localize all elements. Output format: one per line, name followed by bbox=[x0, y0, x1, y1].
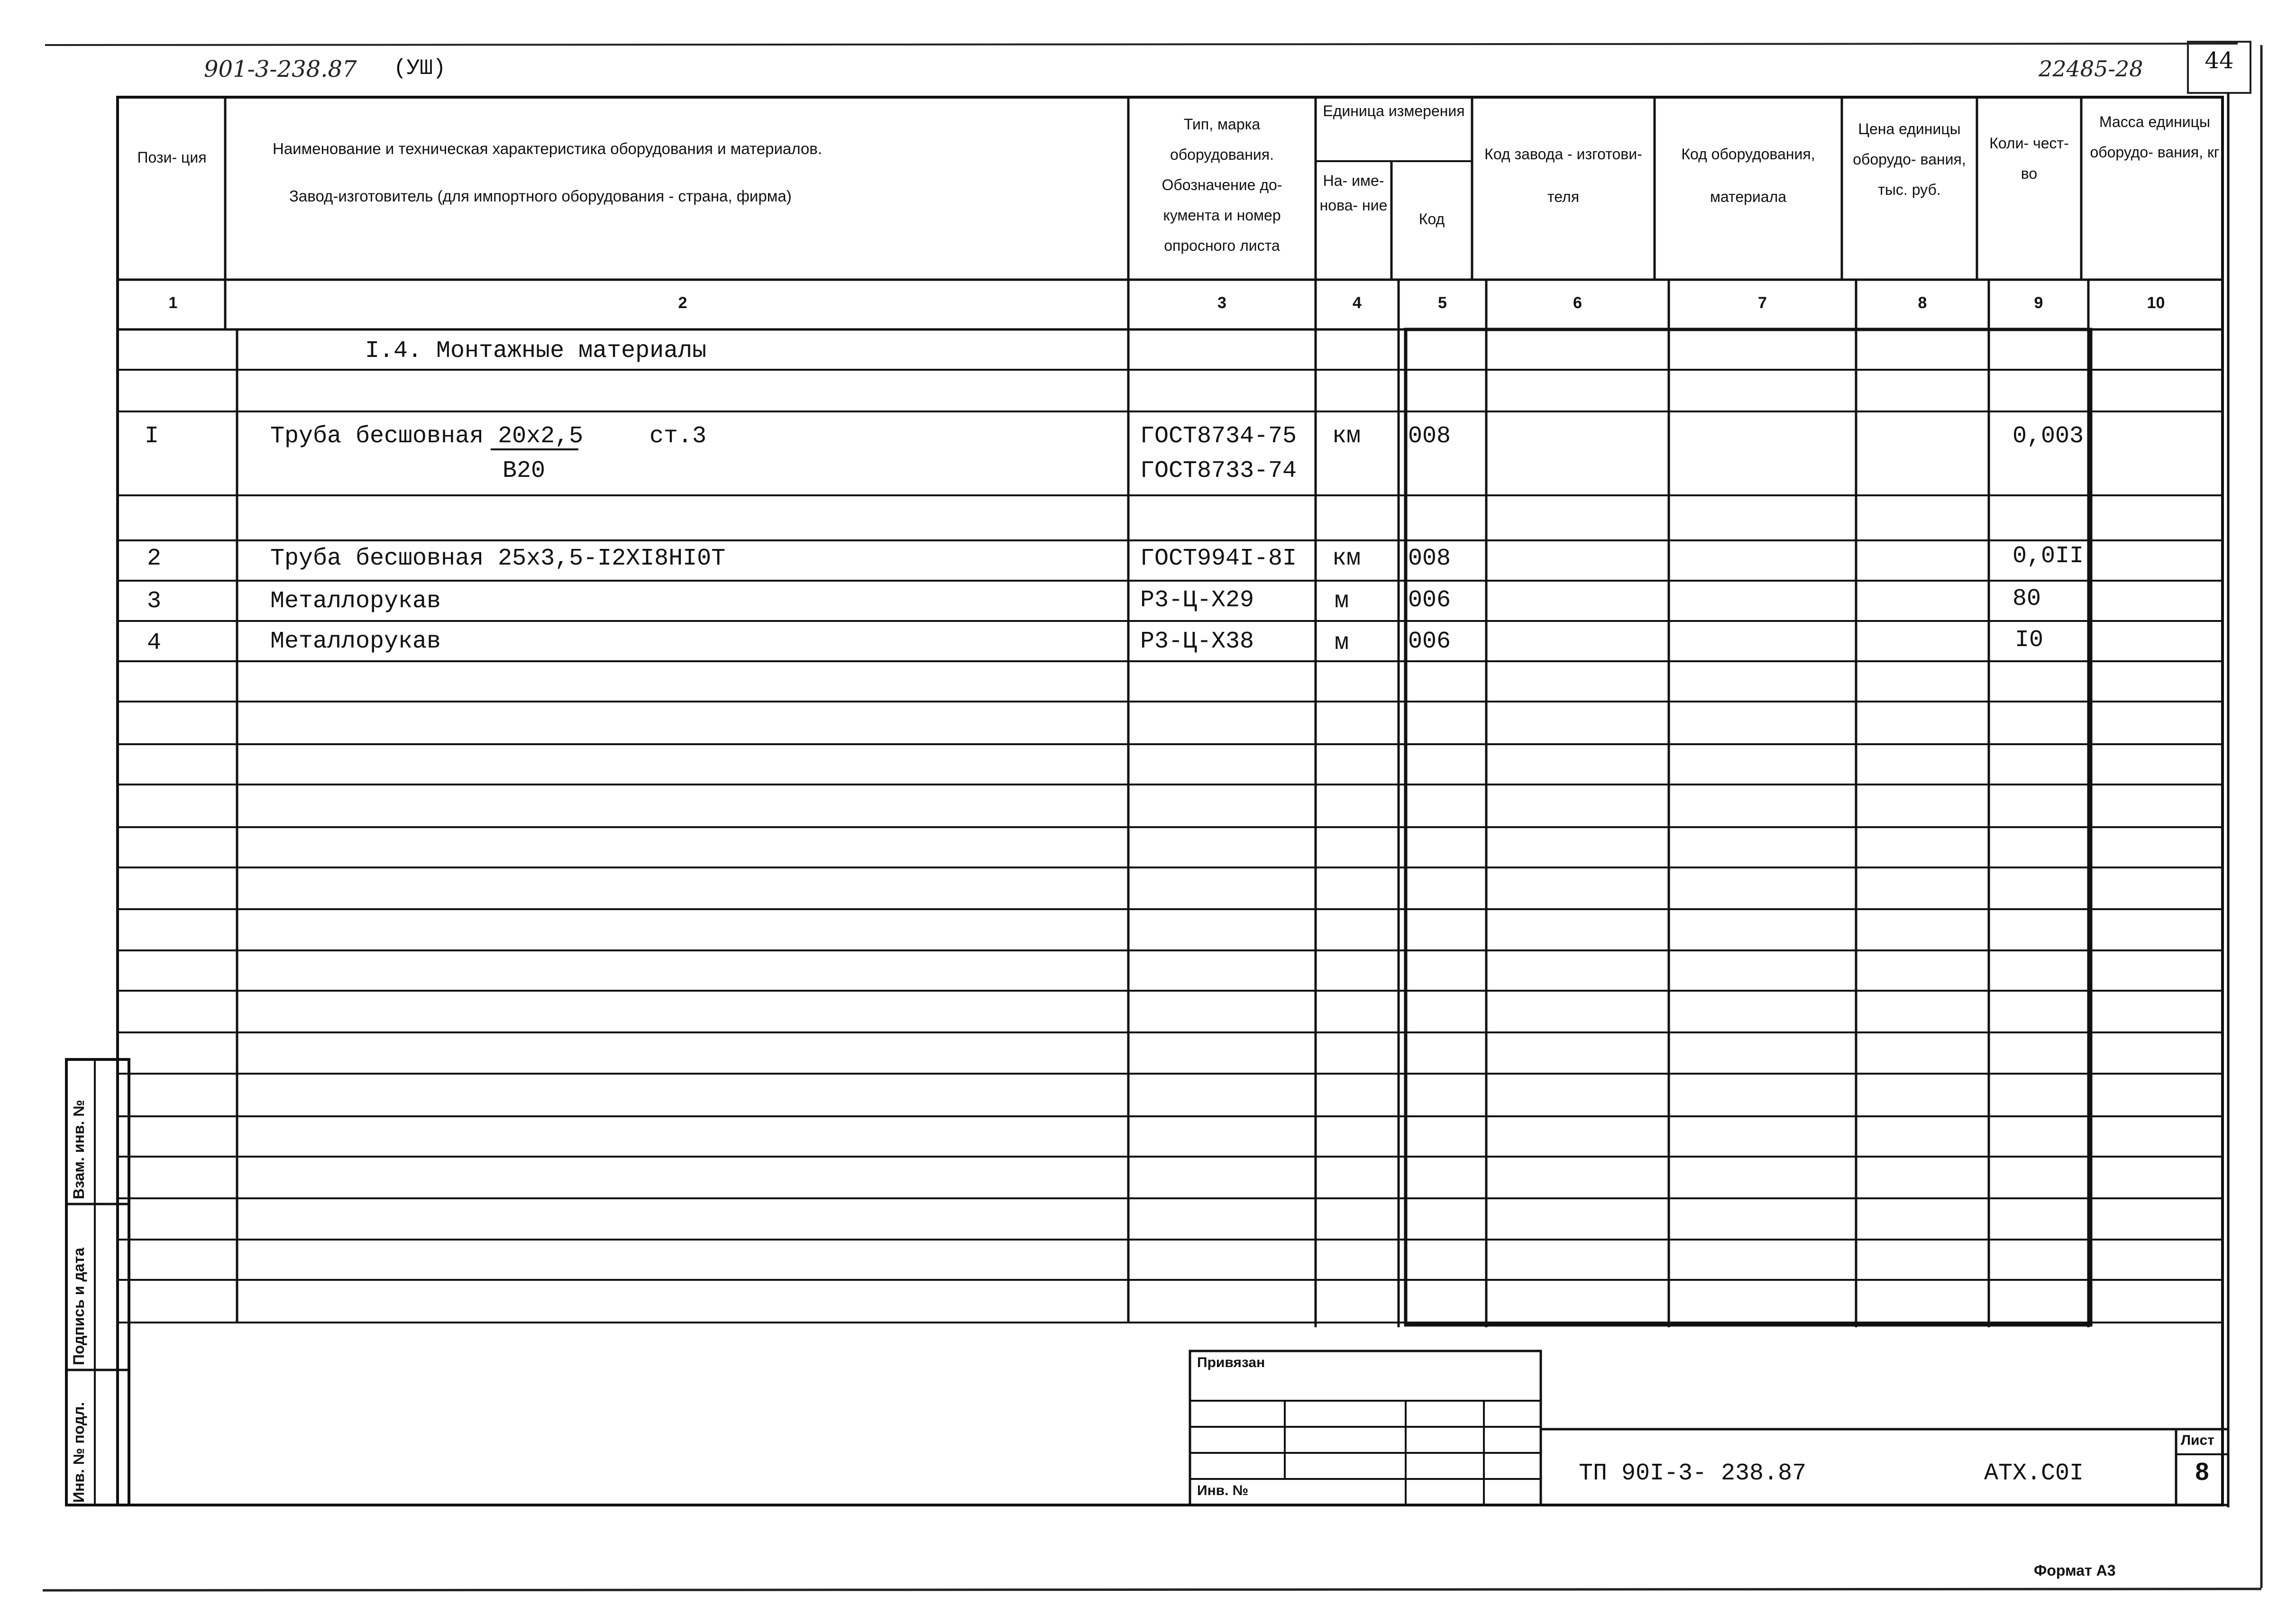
header-price: Цена единицы оборудо- вания, тыс. руб. bbox=[1853, 120, 1966, 198]
header-unit-code: Код bbox=[1418, 210, 1445, 228]
row-unit-code: 008 bbox=[1408, 545, 1451, 572]
stamp-signature-date: Подпись и дата bbox=[70, 1248, 87, 1365]
col-num-6: 6 bbox=[1573, 294, 1582, 312]
row-document: ГОСТ8734-75 bbox=[1140, 423, 1297, 450]
col-num-9: 9 bbox=[2034, 294, 2043, 312]
page-number: 44 bbox=[2205, 47, 2234, 74]
row-unit-code: 008 bbox=[1408, 423, 1451, 450]
col-num-7: 7 bbox=[1758, 294, 1767, 312]
row-unit: м bbox=[1335, 588, 1349, 615]
header-name-line1: Наименование и техническая характеристика оборудования и материалов. bbox=[273, 140, 822, 157]
designation: ТП 90I-3- 238.87 bbox=[1579, 1460, 1807, 1487]
header-mass: Масса единицы оборудо- вания, кг bbox=[2090, 113, 2220, 161]
header-position: Пози- ция bbox=[137, 149, 207, 166]
inv-no-label: Инв. № bbox=[1197, 1483, 1249, 1498]
header-name-line2: Завод-изготовитель (для импортного оборудования - страна, фирма) bbox=[289, 187, 792, 205]
row-name: Металлорукав bbox=[270, 628, 441, 655]
row-quantity: 0,0II bbox=[2012, 543, 2084, 570]
drawing-code: АТХ.С0I bbox=[1984, 1460, 2084, 1487]
row-position: 3 bbox=[147, 588, 162, 615]
col-num-5: 5 bbox=[1438, 294, 1447, 312]
header-equipment-code: Код оборудования, материала bbox=[1681, 146, 1815, 205]
header-type: Тип, марка оборудования. Обозначение до- кумента и номер опросного листа bbox=[1162, 116, 1282, 254]
section-title: I.4. Монтажные материалы bbox=[365, 338, 707, 365]
row-unit: км bbox=[1332, 423, 1361, 450]
row-unit-code: 006 bbox=[1408, 628, 1451, 655]
row-name-suffix: ст.3 bbox=[649, 423, 707, 450]
sheet-number: 8 bbox=[2195, 1458, 2209, 1486]
row-document: ГОСТ994I-8I bbox=[1140, 545, 1297, 572]
format-label: Формат А3 bbox=[2034, 1562, 2116, 1579]
row-unit-code: 006 bbox=[1408, 587, 1451, 614]
stamp-original-inv: Инв. № подл. bbox=[70, 1402, 87, 1503]
header-maker-code: Код завода - изготови- теля bbox=[1484, 146, 1642, 205]
row-quantity: 80 bbox=[2012, 585, 2041, 612]
header-quantity: Коли- чест- во bbox=[1989, 135, 2069, 182]
header-unit-name: На- име- нова- ние bbox=[1319, 172, 1388, 214]
row-quantity: 0,003 bbox=[2012, 423, 2084, 450]
row-unit: км bbox=[1332, 545, 1361, 572]
row-name: Металлорукав bbox=[270, 588, 441, 615]
row-name: В20 bbox=[503, 457, 546, 484]
row-document: Р3-Ц-Х29 bbox=[1140, 587, 1254, 614]
row-position: I bbox=[145, 423, 159, 450]
row-document: Р3-Ц-Х38 bbox=[1140, 628, 1254, 655]
stamp-replace-inv: Взам. инв. № bbox=[70, 1100, 87, 1199]
doc-code-suffix: (УШ) bbox=[393, 56, 446, 81]
header-unit: Единица измерения bbox=[1323, 102, 1465, 119]
row-name: Труба бесшовная 20х2,5 bbox=[270, 423, 584, 450]
row-position: 4 bbox=[147, 630, 162, 657]
row-quantity: I0 bbox=[2015, 627, 2044, 654]
row-unit: м bbox=[1335, 630, 1349, 657]
ref-number-handwritten: 22485-28 bbox=[2039, 56, 2143, 82]
sheet-label: Лист bbox=[2181, 1432, 2214, 1448]
row-document: ГОСТ8733-74 bbox=[1140, 457, 1297, 484]
col-num-4: 4 bbox=[1353, 294, 1362, 312]
doc-code-handwritten: 901-3-238.87 bbox=[204, 56, 357, 82]
col-num-3: 3 bbox=[1217, 294, 1226, 312]
row-position: 2 bbox=[147, 545, 162, 572]
col-num-2: 2 bbox=[678, 294, 687, 312]
col-num-1: 1 bbox=[168, 294, 178, 312]
row-name: Труба бесшовная 25х3,5-I2ХI8НI0Т bbox=[270, 545, 726, 572]
col-num-10: 10 bbox=[2147, 294, 2165, 312]
privyazan-label: Привязан bbox=[1197, 1355, 1265, 1370]
col-num-8: 8 bbox=[1918, 294, 1927, 312]
